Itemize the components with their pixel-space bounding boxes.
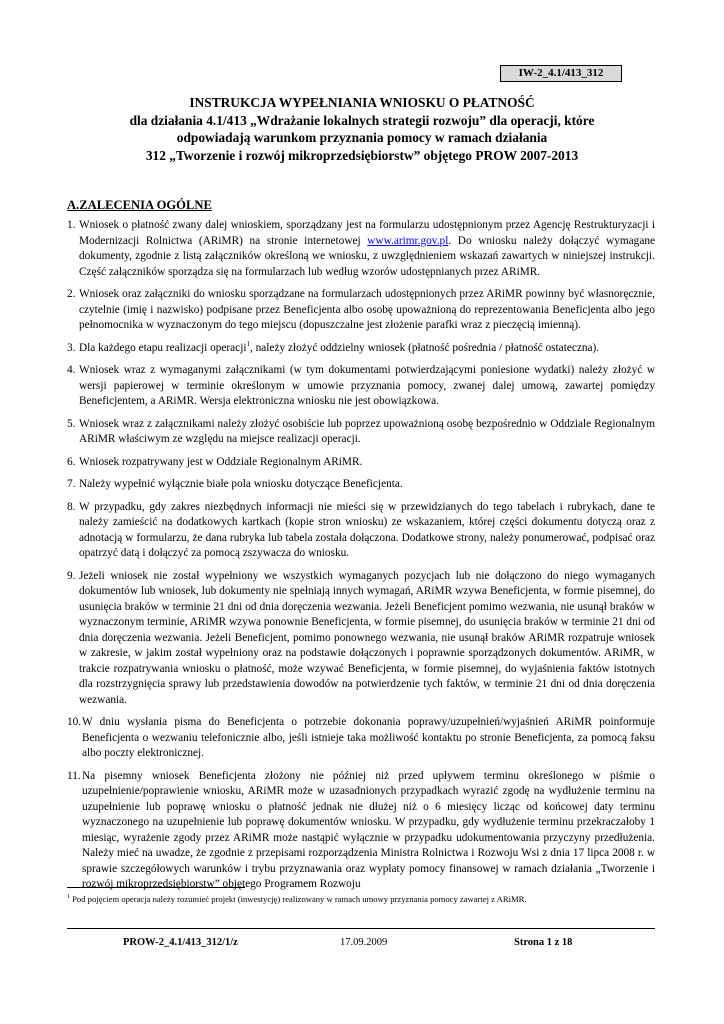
list-item-6	[67, 455, 655, 471]
list-item-8	[67, 500, 655, 562]
list-item-2	[67, 287, 655, 334]
item-text: Dla każdego etapu realizacji operacji	[79, 341, 247, 354]
document-title	[60, 94, 664, 164]
item-number: 4.	[67, 364, 76, 376]
item-text: Wniosek o płatność zwany dalej wnioskiem, sporządzany jest na formularzu udostępnionym przez Agencję Restrukturyzacji i Modernizacji Rolnictwa (ARiMR) na stronie internetowej	[79, 219, 655, 247]
arimr-website-link[interactable]: www.arimr.gov.pl	[367, 234, 449, 247]
list-item-3	[67, 341, 655, 357]
item-text: , należy złożyć oddzielny wniosek (płatność pośrednia / płatność ostateczna).	[249, 341, 600, 354]
footnote-reference[interactable]: 1	[246, 339, 250, 348]
item-number: 8.	[67, 500, 76, 513]
footnote-text: Pod pojęciem operacja należy rozumieć projekt (inwestycję) realizowany w ramach umowy przyznania pomocy zawartej z ARiMR.	[70, 894, 527, 904]
list-item-9	[67, 569, 655, 709]
document-code: IW-2_4.1/413_312	[500, 65, 622, 82]
item-text: Wniosek wraz z załącznikami należy złożyć osobiście lub poprzez upoważnioną osobę bezpośrednio w Oddziale Regionalnym ARiMR właściwym ze względu na miejsce realizacji operacji.	[79, 417, 655, 445]
item-number: 5.	[67, 417, 76, 430]
footer-divider	[67, 928, 655, 929]
item-number: 10.	[67, 716, 82, 728]
title-line-2: dla działania 4.1/413 „Wdrażanie lokalnych strategii rozwoju” dla operacji, które	[129, 112, 595, 128]
item-text: . Do wniosku należy dołączyć wymagane dokumenty, zgodnie z listą załączników określoną we wniosku, z uwzględnieniem wskazań zawartych w niniejszej instrukcji. Część załączników sporządza się na formularzach lub według wzorów udostępnianych przez ARiMR.	[79, 234, 655, 278]
item-text: Wniosek wraz z wymaganymi załącznikami (w tym dokumentami potwierdzającymi poniesione wydatki) należy złożyć w wersji papierowej w terminie określonym w umowie przyznania pomocy, zwanej dalej umową, zawartej pomiędzy Beneficjentem, a ARiMR. Wersja elektroniczna wniosku nie jest obowiązkowa.	[79, 364, 655, 407]
item-number: 1.	[67, 219, 76, 231]
item-text: Wniosek oraz załączniki do wniosku sporządzane na formularzach udostępnionych przez ARiMR powinny być własnoręcznie, czytelnie (imię i nazwisko) podpisane przez Beneficjenta albo osobę upoważnioną do reprezentowania Beneficjenta albo jego pełnomocnika w wyznaczonym do tego miejscu (dopuszczalne jest złożenie parafki wraz z pieczęcią imienną).	[79, 288, 655, 331]
list-item-10	[67, 715, 655, 762]
footer-page-number: Strona 1 z 18	[514, 937, 573, 948]
item-text: W przypadku, gdy zakres niezbędnych informacji nie mieści się w przewidzianych do tego tabelach i rubrykach, dane te należy zamieścić na dodatkowych kartkach (kopie stron wniosku) ze wskazaniem, której części dokumentu dotyczą oraz z adnotacją w formularzu, że dana rubryka lub tabela została dołączona. Dodatkowe strony, należy ponumerować, podpisać oraz opatrzyć datą i dołączyć za pomocą zszywacza do wniosku.	[79, 500, 655, 559]
footer-date: 17.09.2009	[340, 937, 388, 948]
footnote-divider	[67, 887, 245, 888]
title-line-4: 312 „Tworzenie i rozwój mikroprzedsiębiorstw” objętego PROW 2007-2013	[145, 147, 579, 163]
list-item-7	[67, 477, 655, 493]
item-number: 7.	[67, 478, 76, 490]
item-text: Na pisemny wniosek Beneficjenta złożony nie później niż przed upływem terminu określonego w piśmie o uzupełnienie/poprawienie wniosku, ARiMR może w uzasadnionych przypadkach wyrazić zgodę na wydłużenie terminu na uzupełnienie lub poprawę wniosku o płatność jednak nie dłużej niż o 6 miesięcy licząc od końcowej daty terminu wyznaczonego na uzupełnienie lub poprawę dokumentów wniosku. W przypadku, gdy wydłużenie terminu przekraczałoby 1 miesiąc, wyrażenie zgody przez ARiMR może nastąpić wyłącznie w przypadku udokumentowania przyczyny przedłużenia. Należy mieć na uwadze, że zgodnie z przepisami rozporządzenia Ministra Rolnictwa i Rozwoju Wsi z dnia 17 lipca 2008 r. w sprawie szczegółowych warunków i trybu przyznawania oraz wypłaty pomocy finansowej w ramach działania „Tworzenie i rozwój mikroprzedsiębiorstw” objętego Programem Rozwoju	[82, 769, 655, 890]
recommendations-list	[67, 218, 655, 900]
item-number: 11.	[67, 769, 81, 782]
list-item-5	[67, 417, 655, 448]
item-number: 6.	[67, 455, 76, 468]
item-text: Jeżeli wniosek nie został wypełniony we wszystkich wymaganych pozycjach lub nie dołączono do niego wymaganych dokumentów lub wniosek, lub dokumenty nie spełniają innych wymagań, ARiMR wzywa Beneficjenta, w formie pisemnej, do usunięcia braków w terminie 21 dni od dnia doręczenia wezwania. Jeżeli Beneficjent pomimo wezwania, nie usunął braków w wyznaczonym terminie, ARiMR wzywa ponownie Beneficjenta, w formie pisemnej, do usunięcia braków w terminie 21 dni od dnia doręczenia wezwania. Jeżeli Beneficjent, pomimo ponownego wezwania, nie usunął braków ARiMR rozpatruje wniosek w zakresie, w jakim został wypełniony oraz na podstawie dołączonych i poprawnie sporządzonych dokumentów. ARiMR, w trakcie rozpatrywania wniosku o płatność, może wzywać Beneficjenta, w formie pisemnej, do wyjaśnienia faktów istotnych dla rozstrzygnięcia sprawy lub przedstawienia dowodów na potwierdzenie tych faktów, w terminie 21 dni od dnia doręczenia wezwania.	[79, 569, 655, 706]
footer-form-code: PROW-2_4.1/413_312/1/z	[123, 937, 238, 948]
item-text: W dniu wysłania pisma do Beneficjenta o potrzebie dokonania poprawy/uzupełnień/wyjaśnień ARiMR poinformuje Beneficjenta o wezwaniu telefonicznie albo, jeśli istnieje taka możliwość kontaktu po stronie Beneficjenta, za pomocą faksu albo poczty elektronicznej.	[82, 716, 655, 759]
item-number: 3.	[67, 341, 76, 354]
section-heading: A.ZALECENIA OGÓLNE	[67, 198, 212, 212]
item-text: Wniosek rozpatrywany jest w Oddziale Regionalnym ARiMR.	[79, 455, 363, 468]
footnote-marker: 1	[67, 894, 70, 901]
footnote	[67, 894, 657, 904]
item-number: 2.	[67, 288, 76, 300]
item-number: 9.	[67, 569, 76, 582]
item-text: Należy wypełnić wyłącznie białe pola wniosku dotyczące Beneficjenta.	[79, 478, 403, 490]
list-item-11	[67, 769, 655, 893]
title-line-3: odpowiadają warunkom przyznania pomocy w ramach działania	[176, 130, 548, 145]
list-item-1	[67, 218, 655, 280]
title-line-1: INSTRUKCJA WYPEŁNIANIA WNIOSKU O PŁATNOŚĆ	[189, 95, 535, 110]
list-item-4	[67, 363, 655, 410]
